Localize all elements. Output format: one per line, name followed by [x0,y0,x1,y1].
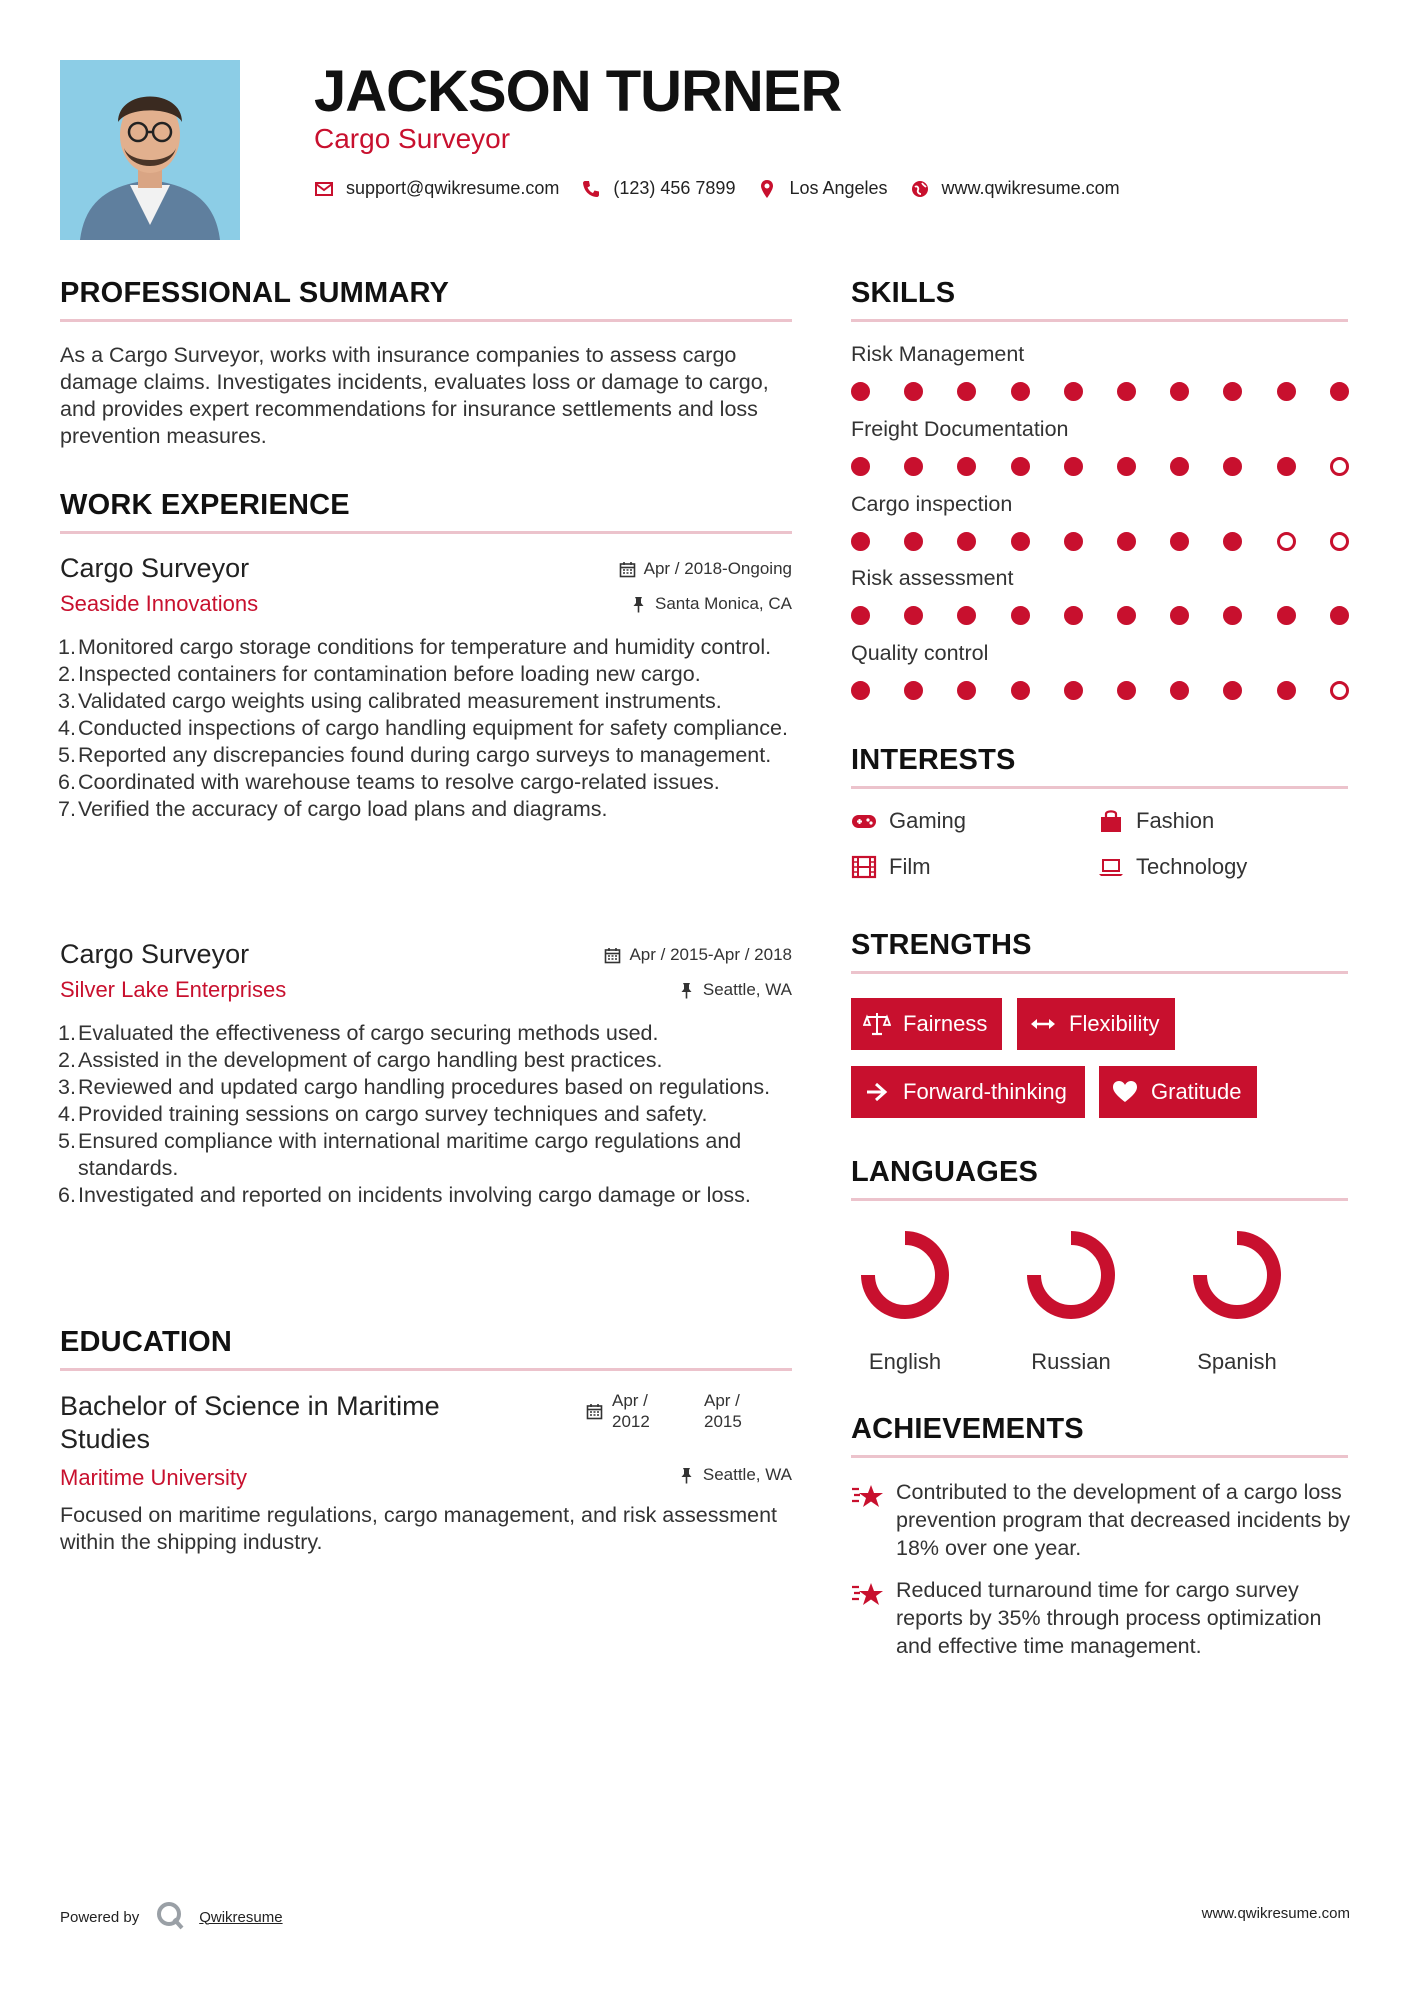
skill-name: Freight Documentation [851,417,1069,441]
rating-dot-filled [1223,606,1242,625]
experience-heading: WORK EXPERIENCE [60,489,350,521]
strength-tag [851,998,1002,1050]
summary-text: As a Cargo Surveyor, works with insurance companies to assess cargo damage claims. Investigates incidents, evaluates loss or damage to cargo, and provides expert recommendations for insurance settlements and loss prevention measures. [60,343,769,448]
rating-dot-filled [904,457,923,476]
skill-rating [851,532,1351,552]
interest-item [851,808,966,834]
rating-dot-filled [957,532,976,551]
language-name: Russian [1031,1349,1111,1374]
rating-dot-filled [1064,532,1083,551]
rating-dot-filled [1170,457,1189,476]
balance-scale-icon [863,1010,891,1038]
shooting-star-icon [851,1580,885,1610]
language-proficiency-ring [855,1225,955,1325]
skills-divider [851,319,1348,322]
laptop-icon [1098,854,1124,880]
job-location-text: Seattle, WA [702,980,792,999]
proficiency-arc [1034,1238,1108,1312]
rating-dot-filled [851,382,870,401]
interest-item [851,854,931,880]
interest-label: Gaming [889,808,967,833]
contact-email[interactable]: support@qwikresume.com [346,178,560,198]
job-title: Cargo Surveyor [60,553,250,583]
education-location [678,1465,792,1485]
degree-title: Bachelor of Science in Maritime Studies [60,1391,440,1454]
qwikresume-logo-icon [155,1900,185,1934]
education-end-date: Apr / 2015 [704,1391,742,1431]
shooting-star-icon [851,1482,885,1512]
calendar-icon [586,1403,603,1420]
summary-divider [60,319,792,322]
strength-label: Fairness [903,1011,988,1036]
interest-item [1098,808,1214,834]
job-location-text: Santa Monica, CA [654,594,792,613]
language-item [835,1225,975,1375]
rating-dot-filled [904,382,923,401]
rating-dot-filled [1277,681,1296,700]
envelope-icon [314,179,334,199]
school-name: Maritime University [60,1465,248,1490]
languages-heading: LANGUAGES [851,1156,1039,1188]
rating-dot-filled [1170,382,1189,401]
skill-rating [851,382,1351,402]
language-item [1001,1225,1141,1375]
skill-name: Quality control [851,641,989,665]
strength-tag [851,1066,1085,1118]
strength-tag [1017,998,1175,1050]
contact-website[interactable]: www.qwikresume.com [941,178,1120,198]
achievement-text: Reduced turnaround time for cargo survey reports by 35% through process optimization and effective time management. [896,1578,1322,1658]
job-date-text: Apr / 2015-Apr / 2018 [629,945,792,964]
languages-divider [851,1198,1348,1201]
rating-dot-filled [1117,382,1136,401]
rating-dot-filled [1064,382,1083,401]
profile-photo [60,60,240,240]
contact-bar [314,178,1142,199]
rating-dot-filled [904,606,923,625]
calendar-icon [604,947,621,964]
skill-name: Risk assessment [851,566,1014,590]
interest-label: Technology [1136,854,1248,879]
skill-name: Risk Management [851,342,1025,366]
rating-dot-filled [1117,606,1136,625]
duty-item: 5. Reported any discrepancies found during cargo surveys to management. [58,743,772,767]
qwikresume-link[interactable]: Qwikresume [199,1908,283,1926]
language-name: Spanish [1197,1349,1277,1374]
rating-dot-filled [1223,681,1242,700]
skills-heading: SKILLS [851,277,956,309]
rating-dot-filled [1277,457,1296,476]
duty-item: 4. Provided training sessions on cargo survey techniques and safety. [58,1102,708,1126]
pushpin-icon [678,1467,695,1484]
rating-dot-filled [1223,382,1242,401]
rating-dot-filled [1064,681,1083,700]
skill-rating [851,606,1351,626]
powered-by-label: Powered by [60,1908,140,1926]
strength-label: Gratitude [1151,1079,1242,1104]
job-location [630,594,792,614]
job-company: Seaside Innovations [60,591,259,616]
shopping-bag-icon [1098,808,1124,834]
footer-branding [60,1900,283,1934]
rating-dot-filled [1011,532,1030,551]
education-location-text: Seattle, WA [702,1465,792,1484]
phone-icon [581,179,601,199]
pushpin-icon [630,596,647,613]
rating-dot-filled [1011,606,1030,625]
rating-dot-filled [904,532,923,551]
interests-divider [851,786,1348,789]
interest-label: Film [889,854,931,879]
film-icon [851,854,877,880]
job-company: Silver Lake Enterprises [60,977,287,1002]
duty-item: 7. Verified the accuracy of cargo load plans and diagrams. [58,797,608,821]
candidate-title: Cargo Surveyor [314,123,511,154]
rating-dot-filled [957,681,976,700]
achievements-divider [851,1455,1348,1458]
globe-icon [910,179,930,199]
education-divider [60,1368,792,1371]
rating-dot-filled [1170,532,1189,551]
duty-item: 3. Validated cargo weights using calibrated measurement instruments. [58,689,722,713]
rating-dot-filled [1011,382,1030,401]
rating-dot-filled [1277,606,1296,625]
rating-dot-filled [1064,606,1083,625]
job-location [678,980,792,1000]
proficiency-arc [1200,1238,1274,1312]
interest-item [1098,854,1247,880]
job-duties [60,634,800,823]
education-description: Focused on maritime regulations, cargo management, and risk assessment within the shipping industry. [60,1503,778,1554]
rating-dot-filled [851,681,870,700]
contact-phone[interactable]: (123) 456 7899 [613,178,736,198]
job-date-text: Apr / 2018-Ongoing [643,559,792,578]
rating-dot-filled [1117,457,1136,476]
job-date [619,559,792,579]
rating-dot-filled [1330,382,1349,401]
strength-label: Forward-thinking [903,1079,1067,1104]
summary-heading: PROFESSIONAL SUMMARY [60,277,450,309]
rating-dot-empty [1277,532,1296,551]
interest-label: Fashion [1136,808,1215,833]
rating-dot-filled [1117,532,1136,551]
rating-dot-filled [1223,457,1242,476]
rating-dot-filled [851,532,870,551]
achievement-text: Contributed to the development of a cargo loss prevention program that decreased incidents by 18% over one year. [896,1480,1351,1560]
footer-website[interactable]: www.qwikresume.com [1201,1905,1350,1922]
duty-item: 6. Investigated and reported on incidents involving cargo damage or loss. [58,1183,751,1207]
duty-item: 1. Evaluated the effectiveness of cargo securing methods used. [58,1021,659,1045]
job-date [604,945,792,965]
strengths-heading: STRENGTHS [851,929,1032,961]
education-start-date: Apr / 2012 [612,1391,650,1431]
pushpin-icon [678,982,695,999]
proficiency-arc [868,1238,942,1312]
rating-dot-filled [1170,681,1189,700]
heart-icon [1111,1078,1139,1106]
rating-dot-filled [904,681,923,700]
rating-dot-filled [1277,382,1296,401]
arrow-right-icon [863,1078,891,1106]
job-duties [60,1020,800,1209]
rating-dot-empty [1330,681,1349,700]
language-name: English [868,1349,942,1374]
rating-dot-filled [1330,606,1349,625]
duty-item: 2. Assisted in the development of cargo handling best practices. [58,1048,663,1072]
language-proficiency-ring [1187,1225,1287,1325]
interests-heading: INTERESTS [851,744,1016,776]
rating-dot-filled [957,382,976,401]
education-heading: EDUCATION [60,1326,233,1358]
rating-dot-filled [1170,606,1189,625]
calendar-icon [619,561,636,578]
rating-dot-filled [957,606,976,625]
experience-divider [60,531,792,534]
rating-dot-filled [1011,681,1030,700]
arrows-horizontal-icon [1029,1010,1057,1038]
strength-label: Flexibility [1069,1011,1160,1036]
rating-dot-filled [851,457,870,476]
candidate-name: JACKSON TURNER [314,59,842,124]
rating-dot-filled [851,606,870,625]
language-item [1167,1225,1307,1375]
rating-dot-filled [1117,681,1136,700]
duty-item: 4. Conducted inspections of cargo handling equipment for safety compliance. [58,716,788,740]
rating-dot-filled [1223,532,1242,551]
map-pin-icon [757,179,777,199]
duty-item: 6. Coordinated with warehouse teams to resolve cargo-related issues. [58,770,720,794]
rating-dot-filled [1064,457,1083,476]
rating-dot-filled [957,457,976,476]
gamepad-icon [851,808,877,834]
strengths-divider [851,971,1348,974]
skill-rating [851,457,1351,477]
duty-item: 2. Inspected containers for contamination before loading new cargo. [58,662,701,686]
contact-location: Los Angeles [789,178,888,198]
job-title: Cargo Surveyor [60,939,250,969]
rating-dot-filled [1011,457,1030,476]
skill-name: Cargo inspection [851,492,1013,516]
strength-tag [1099,1066,1257,1118]
duty-item: 3. Reviewed and updated cargo handling procedures based on regulations. [58,1075,771,1099]
duty-item: 1. Monitored cargo storage conditions for temperature and humidity control. [58,635,772,659]
language-proficiency-ring [1021,1225,1121,1325]
rating-dot-empty [1330,457,1349,476]
achievements-heading: ACHIEVEMENTS [851,1413,1084,1445]
duty-item: 5. Ensured compliance with international maritime cargo regulations and standards. [58,1129,742,1180]
rating-dot-empty [1330,532,1349,551]
skill-rating [851,681,1351,701]
